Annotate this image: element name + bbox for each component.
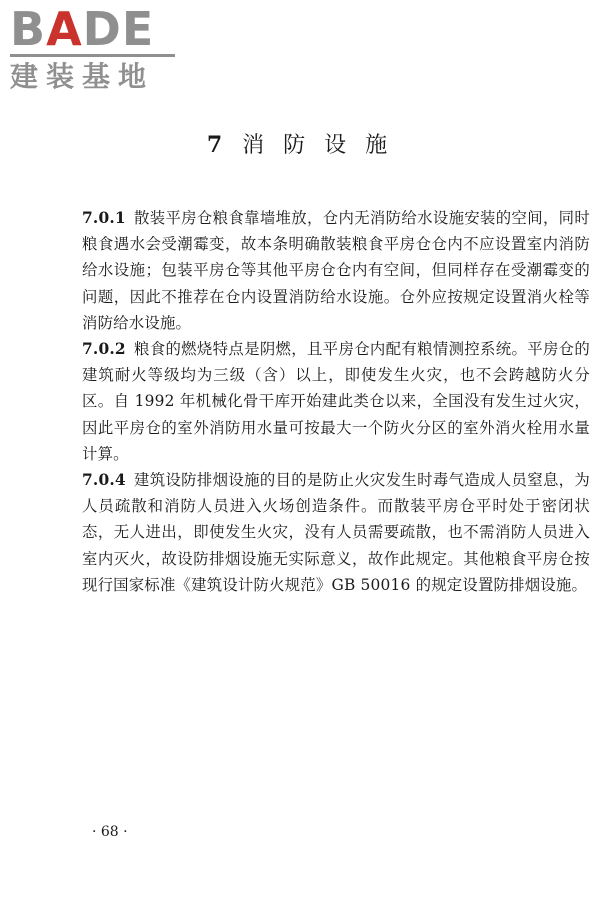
logo-letter-a-accent: A (46, 2, 83, 56)
clause-text: 建筑设防排烟设施的目的是防止火灾发生时毒气造成人员窒息，为人员疏散和消防人员进入火场创造条件。而散装平房仓平时处于密闭状态，无人进出，即使发生火灾，没有人员需要疏散，也不需消防人员进入室内灭火，故设防排烟设施无实际意义，故作此规定。其他粮食平房仓按现行国家标准《建筑设计防火规范》GB 50016 的规定设置防排烟设施。 (82, 471, 590, 594)
logo-letters-de: DE (82, 2, 155, 56)
page-number: · 68 · (92, 824, 128, 840)
document-body (82, 205, 590, 598)
clause-number: 7.0.2 (82, 340, 126, 359)
chapter-title-text: 消 防 设 施 (242, 133, 394, 158)
clause-paragraph-7-0-4 (82, 467, 590, 598)
logo-subtitle: 建装基地 (10, 60, 155, 93)
logo-wordmark (10, 4, 175, 54)
clause-number: 7.0.1 (82, 209, 126, 227)
chapter-title (0, 128, 600, 163)
clause-text: 粮食的燃烧特点是阴燃，且平房仓内配有粮情测控系统。平房仓的建筑耐火等级均为三级（含）以上，即使发生火灾，也不会跨越防火分区。自 1992 年机械化骨干库开始建此类仓以来，全国没有发生过火灾，因此平房仓的室外消防用水量可按最大一个防火分区的室外消火栓用水量计算。 (82, 340, 590, 463)
clause-number: 7.0.4 (82, 471, 126, 490)
chapter-number: 7 (206, 132, 229, 158)
clause-paragraph-7-0-2 (82, 336, 590, 467)
logo-letter-b: B (10, 2, 47, 56)
clause-paragraph-7-0-1 (82, 205, 590, 336)
clause-text: 散装平房仓粮食靠墙堆放，仓内无消防给水设施安装的空间，同时粮食遇水会受潮霉变，故本条明确散装粮食平房仓仓内不应设置室内消防给水设施；包装平房仓等其他平房仓仓内有空间，但同样存在受潮霉变的问题，因此不推荐在仓内设置消防给水设施。仓外应按规定设置消火栓等消防给水设施。 (82, 209, 590, 332)
bade-logo (10, 4, 175, 93)
